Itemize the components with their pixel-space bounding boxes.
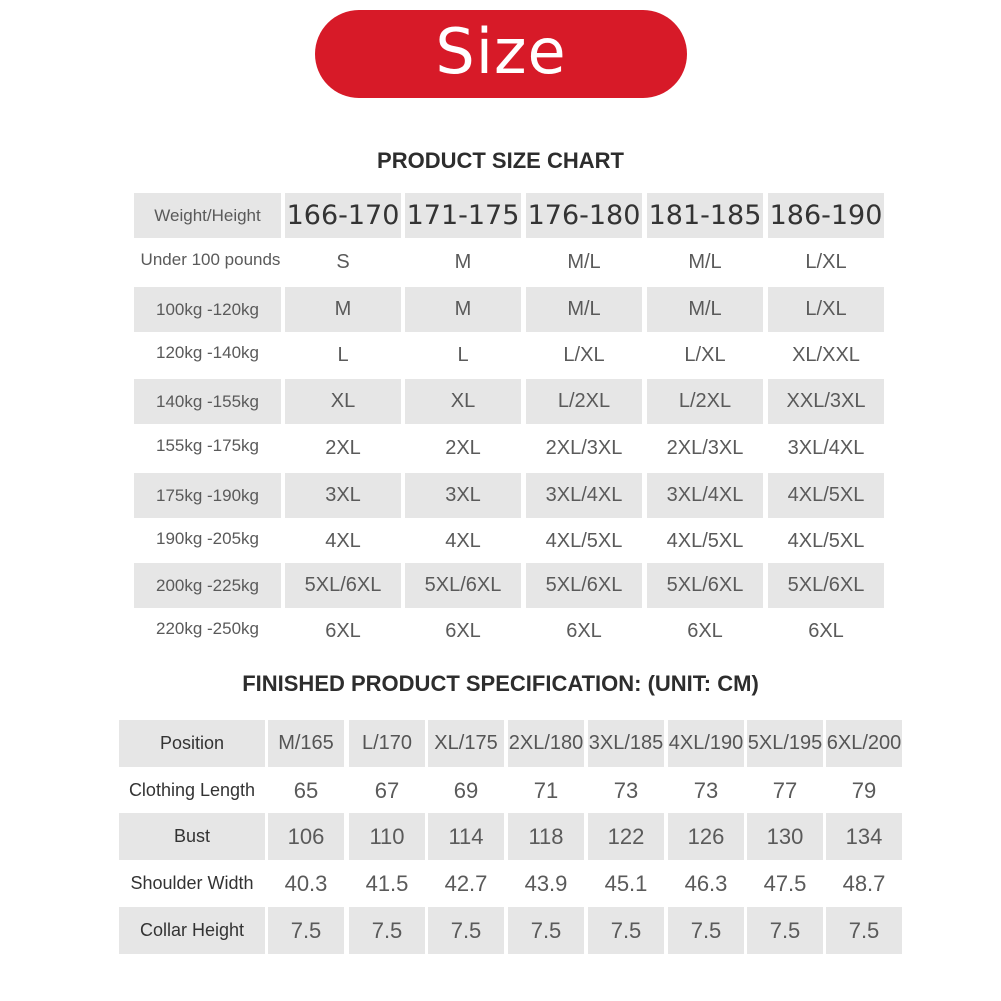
spec-cell: 134: [826, 813, 902, 860]
size-row-label: 220kg -250kg: [155, 618, 260, 638]
spec-cell: 7.5: [508, 907, 584, 954]
spec-column-header: M/165: [268, 720, 344, 767]
spec-cell: 73: [693, 777, 719, 803]
size-column-header: 166-170: [285, 193, 401, 238]
size-cell: L/XL: [563, 344, 605, 366]
spec-cell: 7.5: [826, 907, 902, 954]
size-cell: 5XL/6XL: [647, 563, 763, 608]
size-cell: L/XL: [684, 344, 726, 366]
spec-cell: 118: [508, 813, 584, 860]
spec-chart-title: FINISHED PRODUCT SPECIFICATION: (UNIT: CM): [242, 671, 759, 696]
spec-cell: 110: [349, 813, 425, 860]
spec-column-header: XL/175: [428, 720, 504, 767]
spec-cell: 130: [747, 813, 823, 860]
spec-row-label: Bust: [119, 813, 265, 860]
size-cell: M/L: [526, 287, 642, 332]
size-cell: 2XL/3XL: [545, 437, 623, 459]
spec-cell: 114: [428, 813, 504, 860]
size-cell: 2XL: [445, 437, 481, 459]
spec-column-header: 6XL/200: [826, 720, 902, 767]
size-cell: XL: [405, 379, 521, 424]
spec-row-label: Collar Height: [119, 907, 265, 954]
spec-cell: 48.7: [842, 870, 886, 896]
size-cell: L/2XL: [647, 379, 763, 424]
spec-chart-corner: Position: [119, 720, 265, 767]
size-cell: 3XL/4XL: [787, 437, 865, 459]
size-row-label: 175kg -190kg: [134, 473, 281, 518]
size-cell: 3XL: [405, 473, 521, 518]
size-cell: 4XL/5XL: [545, 530, 623, 552]
spec-cell: 67: [374, 777, 400, 803]
spec-column-header: 4XL/190: [668, 720, 744, 767]
size-chart-title: PRODUCT SIZE CHART: [377, 148, 624, 173]
size-column-header: 171-175: [405, 193, 521, 238]
spec-cell: 40.3: [284, 870, 328, 896]
spec-cell: 71: [533, 777, 559, 803]
size-cell: XL: [285, 379, 401, 424]
size-row-label: 100kg -120kg: [134, 287, 281, 332]
size-cell: 2XL/3XL: [666, 437, 744, 459]
size-cell: 5XL/6XL: [768, 563, 884, 608]
size-row-label: Under 100 pounds: [140, 249, 281, 269]
size-cell: 4XL/5XL: [787, 530, 865, 552]
size-cell: 6XL: [808, 620, 844, 642]
size-cell: 3XL/4XL: [526, 473, 642, 518]
spec-cell: 7.5: [588, 907, 664, 954]
spec-cell: 122: [588, 813, 664, 860]
size-cell: 5XL/6XL: [526, 563, 642, 608]
spec-cell: 46.3: [684, 870, 728, 896]
spec-cell: 126: [668, 813, 744, 860]
size-cell: 4XL/5XL: [666, 530, 744, 552]
spec-cell: 77: [772, 777, 798, 803]
size-cell: M: [405, 287, 521, 332]
size-cell: L/2XL: [526, 379, 642, 424]
spec-cell: 106: [268, 813, 344, 860]
size-cell: 6XL: [325, 620, 361, 642]
size-cell: 4XL: [445, 530, 481, 552]
size-cell: XL/XXL: [792, 344, 860, 366]
size-cell: S: [336, 251, 350, 273]
spec-column-header: 3XL/185: [588, 720, 664, 767]
spec-column-header: 5XL/195: [747, 720, 823, 767]
size-row-label: 200kg -225kg: [134, 563, 281, 608]
spec-column-header: 2XL/180: [508, 720, 584, 767]
size-row-label: 190kg -205kg: [155, 528, 260, 548]
size-cell: 6XL: [445, 620, 481, 642]
spec-cell: 69: [453, 777, 479, 803]
size-column-header: 186-190: [768, 193, 884, 238]
size-cell: M/L: [647, 287, 763, 332]
size-cell: L: [337, 344, 349, 366]
spec-row-label: Clothing Length: [128, 780, 256, 800]
spec-cell: 7.5: [428, 907, 504, 954]
spec-cell: 7.5: [349, 907, 425, 954]
spec-cell: 73: [613, 777, 639, 803]
size-cell: XXL/3XL: [768, 379, 884, 424]
spec-cell: 79: [851, 777, 877, 803]
size-column-header: 176-180: [526, 193, 642, 238]
size-cell: M: [454, 251, 472, 273]
size-cell: 6XL: [566, 620, 602, 642]
size-cell: L/XL: [768, 287, 884, 332]
size-column-header: 181-185: [647, 193, 763, 238]
size-cell: 3XL: [285, 473, 401, 518]
spec-cell: 43.9: [524, 870, 568, 896]
size-cell: M/L: [688, 251, 722, 273]
spec-cell: 7.5: [747, 907, 823, 954]
size-cell: M/L: [567, 251, 601, 273]
spec-cell: 47.5: [763, 870, 807, 896]
spec-cell: 41.5: [365, 870, 409, 896]
size-cell: 4XL/5XL: [768, 473, 884, 518]
banner-label: Size: [435, 14, 567, 88]
size-cell: L/XL: [805, 251, 847, 273]
size-cell: 6XL: [687, 620, 723, 642]
spec-cell: 7.5: [668, 907, 744, 954]
size-cell: L: [457, 344, 469, 366]
size-row-label: 120kg -140kg: [155, 342, 260, 362]
size-cell: 5XL/6XL: [285, 563, 401, 608]
size-banner: [315, 10, 687, 98]
spec-cell: 42.7: [444, 870, 488, 896]
size-cell: 5XL/6XL: [405, 563, 521, 608]
size-chart-corner: Weight/Height: [134, 193, 281, 238]
size-cell: 3XL/4XL: [647, 473, 763, 518]
size-cell: 2XL: [325, 437, 361, 459]
size-row-label: 140kg -155kg: [134, 379, 281, 424]
size-cell: 4XL: [325, 530, 361, 552]
spec-cell: 65: [293, 777, 319, 803]
spec-row-label: Shoulder Width: [130, 873, 254, 893]
size-cell: M: [285, 287, 401, 332]
spec-cell: 45.1: [604, 870, 648, 896]
spec-cell: 7.5: [268, 907, 344, 954]
size-row-label: 155kg -175kg: [155, 435, 260, 455]
spec-column-header: L/170: [349, 720, 425, 767]
